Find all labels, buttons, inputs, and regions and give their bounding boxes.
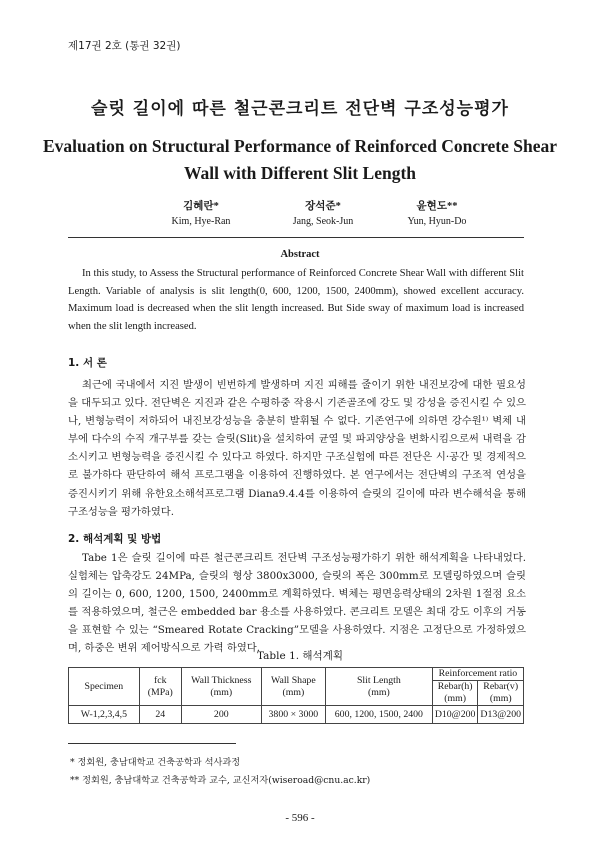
table-caption: Table 1. 해석계획 [256, 650, 343, 662]
issue-header: 제17권 2호 (통권 32권) [68, 40, 181, 52]
section-1-text: 최근에 국내에서 지진 발생이 빈번하게 발생하며 지진 피해를 줄이기 위한 내진보강에 대한 필요성을 대두되고 있다. 전단벽은 지진과 같은 수평하중 작용시 기존골조에 강도 및 강성을 증진시킬 수 있으나, 변형능력이 저하되어 내진보강성능을 충분히 발휘될 수 없다. 기존연구에 의하면 강수원¹⁾ 벽체 내부에 다수의 수직 개구부를 갖는 슬릿(Slit)을 설치하여 균열 및 파괴양상을 변화시킴으로써 내력을 감소시키고 변형능력을 증진시킬 수 있다고 하였다. 하지만 구조실험에 따른 전단은 시·공간 및 경제적으로 불가하다 판단하여 해석 프로그램을 이용하여 진행하였다. 본 연구에서는 전단벽의 구조적 연성을 증진시키기 위해 유한요소해석프로그램 Diana9.4.4를 이용하여 슬릿의 길이에 따라 변수해석을 통해 구조성능을 평가하였다. [68, 379, 526, 518]
author-name-en: Jang, Seok-Jun [292, 216, 354, 227]
cell-rebar-h: D10@200 [432, 706, 478, 724]
section-1-heading: 1. 서 론 [68, 357, 107, 369]
col-header-fck: fck (MPa) [139, 668, 181, 706]
author-name-en: Kim, Hye-Ran [171, 216, 231, 227]
analysis-plan-table [68, 667, 524, 724]
author-name-ko: 장석준* [305, 201, 341, 212]
footnote-1: * 정회원, 충남대학교 건축공학과 석사과정 [70, 757, 241, 768]
col-header-wall-shape: Wall Shape (mm) [261, 668, 325, 706]
author-3 [362, 198, 512, 227]
cell-fck: 24 [139, 706, 181, 724]
table-row [69, 706, 524, 724]
col-header-rebar-v: Rebar(v) (mm) [478, 681, 524, 706]
cell-wall-shape: 3800 × 3000 [261, 706, 325, 724]
col-header-wall-thickness: Wall Thickness (mm) [181, 668, 261, 706]
english-title: Evaluation on Structural Performance of Reinforced Concrete Shear Wall with Different Slit Length [42, 136, 558, 183]
title-divider [68, 237, 524, 238]
col-header-slit-length: Slit Length (mm) [325, 668, 432, 706]
footnote-divider [68, 743, 236, 744]
section-2-text: Tabe 1은 슬릿 길이에 따른 철근콘크리트 전단벽 구조성능평가하기 위한 해석계획을 나타내었다. 실험체는 압축강도 24MPa, 슬릿의 형상 3800x3000, 슬릿의 폭은 300mm로 모델링하였으며 슬릿의 길이는 0, 600, 1200, 1500, 2400mm로 계획하였다. 벽체는 평면응력상태의 2차원 1절점 요소를 적용하였으며, 철근은 embedded bar 용소를 사용하였다. 콘크리트 모델은 최대 강도 이후의 거동을 표현할 수 있는 “Smeared Rotate Cracking”모델을 사용하였다. 지점은 고정단으로 가정하였으며, 하중은 변위 제어방식으로 가력 하였다. [68, 552, 526, 655]
cell-rebar-v: D13@200 [478, 706, 524, 724]
abstract-text: In this study, to Assess the Structural performance of Reinforced Concrete Shear Wall with different Slit Length. Variable of analysis is slit length(0, 600, 1200, 1500, 2400mm), showed excellent accuracy. Maximum load is decreased when the slit length increased. But Side sway of maximum load is increased when the slit length increased. [68, 268, 524, 332]
abstract-heading: Abstract [280, 249, 320, 260]
cell-wall-thickness: 200 [181, 706, 261, 724]
footnote-2: ** 정회원, 충남대학교 건축공학과 교수, 교신저자(wiseroad@cnu.ac.kr) [70, 775, 371, 786]
cell-slit-length: 600, 1200, 1500, 2400 [325, 706, 432, 724]
author-name-ko: 김혜란* [183, 201, 219, 212]
col-header-specimen: Specimen [69, 668, 140, 706]
author-name-en: Yun, Hyun-Do [407, 216, 467, 227]
section-2-heading: 2. 해석계획 및 방법 [68, 533, 162, 545]
page-number: - 596 - [285, 812, 315, 824]
cell-specimen: W-1,2,3,4,5 [69, 706, 140, 724]
author-name-ko: 윤현도** [416, 201, 458, 212]
col-header-rebar-h: Rebar(h) (mm) [432, 681, 478, 706]
korean-title: 슬릿 길이에 따른 철근콘크리트 전단벽 구조성능평가 [91, 99, 509, 119]
col-header-reinforcement-ratio: Reinforcement ratio [432, 668, 523, 681]
